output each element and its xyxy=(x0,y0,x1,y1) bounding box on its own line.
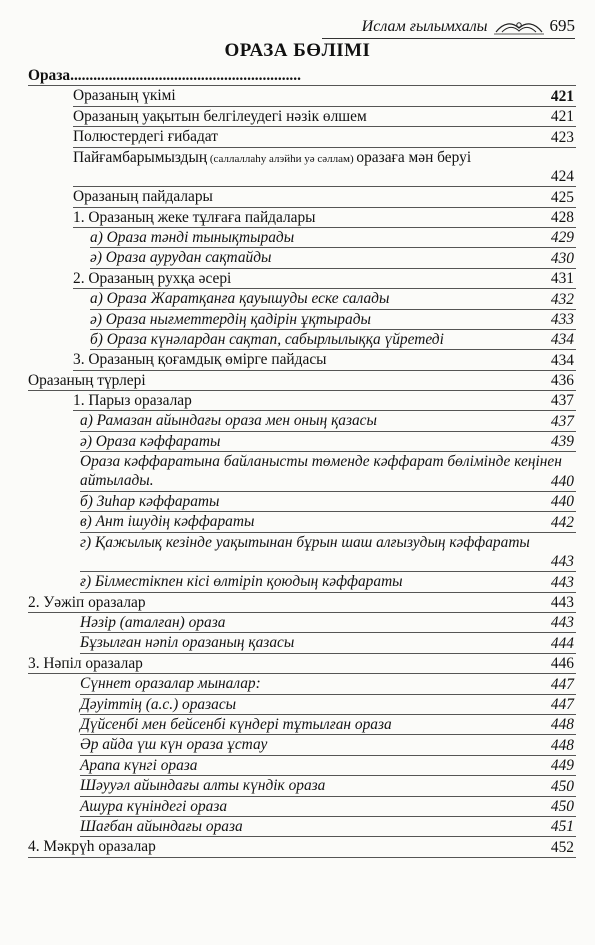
toc-entry-page: 447 xyxy=(550,675,574,693)
toc-entry-page: 421 xyxy=(550,87,574,105)
toc-entry xyxy=(28,371,576,391)
toc-entry-title: Әр айда үш күн ораза ұстау xyxy=(80,736,268,754)
toc-entry xyxy=(80,695,576,715)
toc-entry-page: 434 xyxy=(550,351,574,369)
toc-entry-page: 430 xyxy=(550,249,574,267)
toc-entry-page: 448 xyxy=(550,716,574,734)
toc-entry-page: 446 xyxy=(550,655,574,673)
toc-entry xyxy=(80,633,576,653)
toc-entry-title: Оразаның уақытын белгілеудегі нәзік өлшем xyxy=(73,107,367,125)
toc-entry xyxy=(80,452,576,492)
toc-entry-title: Полюстердегі ғибадат xyxy=(73,128,218,146)
toc-entry-title: 3. Оразаның қоғамдық өмірге пайдасы xyxy=(73,351,327,369)
toc-entry xyxy=(28,654,576,674)
toc-entry xyxy=(80,715,576,735)
toc-entry xyxy=(73,208,576,228)
toc-entry xyxy=(90,248,576,268)
toc-entry xyxy=(80,674,576,694)
toc-entry-title: Шәууәл айындағы алты күндік ораза xyxy=(80,777,326,795)
toc-entry xyxy=(80,735,576,755)
toc-entry xyxy=(73,187,576,207)
toc-entry-page: 434 xyxy=(550,331,574,349)
header-rule xyxy=(322,38,575,39)
toc-entry xyxy=(28,593,576,613)
toc-entry-title-part: оразаға мән беруі xyxy=(356,148,472,166)
toc-entry-page: 436 xyxy=(550,372,574,390)
toc-entry-title: 2. Уәжіп оразалар xyxy=(28,593,146,611)
toc-entry-title: ә) Ораза кәффараты xyxy=(80,432,221,450)
running-header xyxy=(362,8,575,36)
toc-entry xyxy=(73,148,576,188)
section-title: ОРАЗА БӨЛІМІ xyxy=(224,40,371,61)
toc-entry-page: 449 xyxy=(550,757,574,775)
toc-entry-page: 450 xyxy=(550,777,574,795)
toc-entry-page: 437 xyxy=(550,392,574,410)
toc-entry xyxy=(90,330,576,350)
toc-entry-title-part: Пайғамбарымыздың xyxy=(73,148,208,166)
toc-entry-title: Оразаның үкімі xyxy=(73,87,176,105)
toc-entry xyxy=(80,411,576,431)
toc-entry-page: 439 xyxy=(550,433,574,451)
toc-entry-page: 451 xyxy=(550,818,574,836)
toc-entry-title: а) Рамазан айындағы ораза мен оның қазасы xyxy=(80,412,377,430)
book-title: Ислам ғылымхалы xyxy=(361,18,488,35)
toc-entry-title: в) Ант ішудің кәффараты xyxy=(80,513,255,531)
toc-entry-page: 423 xyxy=(550,128,574,146)
toc-entry-page: 431 xyxy=(550,270,574,288)
toc-entry xyxy=(90,228,576,248)
toc-entry-page: 424 xyxy=(550,168,574,186)
toc-entry-title: 1. Парыз оразалар xyxy=(73,392,192,410)
toc-entry xyxy=(73,350,576,370)
toc-entry xyxy=(73,86,576,106)
toc-entry-title: Бұзылған нәпіл оразаның қазасы xyxy=(80,634,295,652)
toc-entry xyxy=(73,107,576,127)
toc-entry-page: 443 xyxy=(550,593,574,611)
toc-entry-title: 1. Оразаның жеке тұлғаға пайдалары xyxy=(73,208,316,226)
toc-entry-page: 443 xyxy=(550,614,574,632)
toc-entry xyxy=(80,613,576,633)
toc-entry-page: 429 xyxy=(550,229,574,247)
toc-entry-page: 447 xyxy=(550,695,574,713)
toc-entry-title: Ашура күніндегі ораза xyxy=(80,797,228,815)
toc-entry xyxy=(28,837,576,857)
toc-entry xyxy=(80,756,576,776)
toc-entry-title: ә) Ораза нығметтердің қадірін ұқтырады xyxy=(90,310,371,328)
toc-entry-page: 432 xyxy=(550,290,574,308)
toc-entry xyxy=(80,492,576,512)
toc-entry-page: 421 xyxy=(550,108,574,126)
toc-entry-title: б) Зиһар кәффараты xyxy=(80,492,220,510)
toc-entry-title: а) Ораза тәнді тынықтырады xyxy=(90,228,295,246)
toc-entry-title: ғ) Білместікпен кісі өлтіріп қоюдың кәффараты xyxy=(80,573,403,591)
toc-entry xyxy=(90,289,576,309)
toc-entry-title: Оразаның пайдалары xyxy=(73,188,213,206)
toc-entry-page: 444 xyxy=(550,634,574,652)
toc-entry-title xyxy=(73,148,576,169)
toc-entry xyxy=(80,797,576,817)
toc-entry-page: 440 xyxy=(550,493,574,511)
toc-entry-title: г) Қажылық кезінде уақытынан бұрын шаш алғызудың кәффараты xyxy=(80,533,530,551)
toc-entry-title: 2. Оразаның рухқа әсері xyxy=(73,269,232,287)
toc-entry-title: Ораза............................................................ xyxy=(28,67,301,84)
salawat-note: (саллаллаһу алэйһи уә сәллам) xyxy=(207,152,357,165)
toc-entry-page: 440 xyxy=(550,472,574,490)
toc-entry xyxy=(73,391,576,411)
toc-entry-title: Ораза кәффаратына байланысты төменде кәффарат бөлімінде кеңінен айтылады. xyxy=(80,453,562,490)
toc-entry xyxy=(80,776,576,796)
toc-entry-title: б) Ораза күнәлардан сақтап, сабырлылыққа үйретеді xyxy=(90,330,444,348)
toc-entry-title: Оразаның түрлері xyxy=(28,371,146,389)
toc-entry-title: Дүйсенбі мен бейсенбі күндері тұтылған ораза xyxy=(80,715,392,733)
toc-entry-page: 448 xyxy=(550,736,574,754)
ornament-icon xyxy=(494,18,544,36)
toc-entry-page: 425 xyxy=(550,188,574,206)
toc-entry-page: 452 xyxy=(550,838,574,856)
toc-entry xyxy=(80,512,576,532)
toc-entry xyxy=(80,572,576,592)
toc-entry xyxy=(80,817,576,837)
toc-entry-title: Нәзір (аталған) ораза xyxy=(80,613,226,631)
table-of-contents xyxy=(28,66,576,858)
toc-entry-title: 4. Мәкрүһ оразалар xyxy=(28,838,156,856)
toc-entry-page: 443 xyxy=(550,573,574,591)
page-number: 695 xyxy=(549,16,575,35)
toc-entry-title: 3. Нәпіл оразалар xyxy=(28,654,143,672)
toc-entry-page: 428 xyxy=(550,208,574,226)
toc-entry xyxy=(80,432,576,452)
toc-entry xyxy=(80,533,576,573)
toc-entry xyxy=(28,66,576,86)
toc-entry-page: 433 xyxy=(550,310,574,328)
toc-entry-title: а) Ораза Жаратқанға қауышуды еске салады xyxy=(90,290,390,308)
toc-entry-title: Дәуіттің (а.с.) оразасы xyxy=(80,695,237,713)
toc-entry-title: Шағбан айындағы ораза xyxy=(80,817,243,835)
toc-entry xyxy=(73,127,576,147)
toc-entry xyxy=(90,310,576,330)
toc-entry-page: 442 xyxy=(550,513,574,531)
toc-entry-page: 437 xyxy=(550,412,574,430)
toc-entry-title: ә) Ораза аурудан сақтайды xyxy=(90,249,272,267)
toc-entry-title: Арапа күнгі ораза xyxy=(80,756,198,774)
toc-entry-page: 450 xyxy=(550,797,574,815)
toc-entry xyxy=(73,269,576,289)
toc-entry-page: 443 xyxy=(550,553,574,571)
toc-entry-title: Сүннет оразалар мыналар: xyxy=(80,675,261,693)
